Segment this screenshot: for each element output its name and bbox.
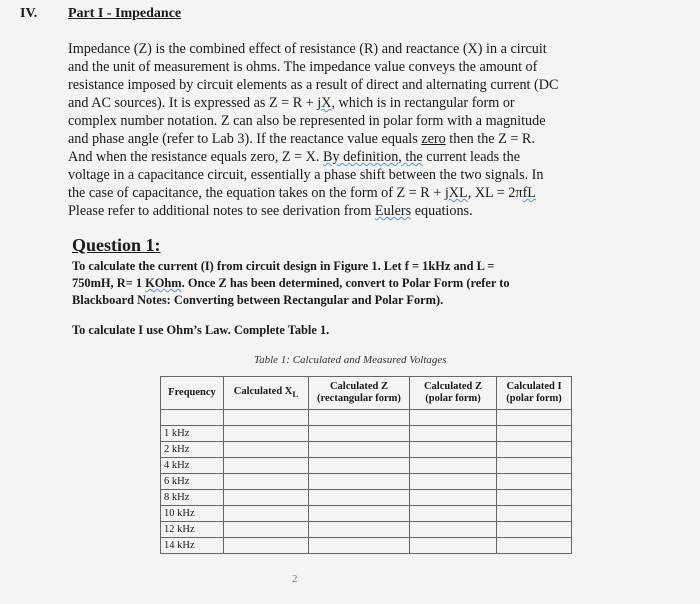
header-z-rectangular xyxy=(309,377,410,410)
intro-line xyxy=(68,130,598,148)
header-frequency: Frequency xyxy=(161,377,224,410)
section-number: IV. xyxy=(20,6,38,21)
z-polar-cell[interactable] xyxy=(410,506,497,522)
calculated-xl-cell[interactable] xyxy=(224,506,309,522)
intro-line: and the unit of measurement is ohms. The impedance value conveys the amount of xyxy=(68,59,538,75)
calculated-xl-cell[interactable] xyxy=(224,522,309,538)
spellcheck-mark: KOhm xyxy=(145,276,182,290)
header-text: Calculated I xyxy=(506,381,562,392)
table-cell xyxy=(224,410,309,426)
table-row xyxy=(161,426,572,442)
z-polar-cell[interactable] xyxy=(410,458,497,474)
intro-line: resistance imposed by circuit elements as a result of direct and alternating current (DC xyxy=(68,77,559,93)
z-rectangular-cell[interactable] xyxy=(309,538,410,554)
table-row xyxy=(161,474,572,490)
text-fragment: , which is in rectangular form or xyxy=(331,95,515,111)
z-rectangular-cell[interactable] xyxy=(309,474,410,490)
table-cell xyxy=(309,410,410,426)
z-polar-cell[interactable] xyxy=(410,442,497,458)
table-row xyxy=(161,538,572,554)
instruction-line: To calculate I use Ohm’s Law. Complete Table 1. xyxy=(72,323,330,337)
intro-line xyxy=(68,184,598,202)
table-row xyxy=(161,506,572,522)
header-calculated-xl xyxy=(224,377,309,410)
frequency-cell: 4 kHz xyxy=(161,458,224,474)
z-polar-cell[interactable] xyxy=(410,474,497,490)
intro-line xyxy=(68,94,598,112)
intro-line: complex number notation. Z can also be represented in polar form with a magnitude xyxy=(68,113,546,129)
i-polar-cell[interactable] xyxy=(497,538,572,554)
i-polar-cell[interactable] xyxy=(497,426,572,442)
table-row xyxy=(161,522,572,538)
table-spacer-row xyxy=(161,410,572,426)
question-line: Blackboard Notes: Converting between Rectangular and Polar Form). xyxy=(72,293,444,307)
text-fragment: the case of capacitance, the equation takes on the form of Z = R + xyxy=(68,185,445,201)
i-polar-cell[interactable] xyxy=(497,522,572,538)
header-text: Calculated Z xyxy=(329,381,389,392)
header-text: (rectangular form) xyxy=(317,393,401,404)
z-polar-cell[interactable] xyxy=(410,522,497,538)
header-text: (polar form) xyxy=(425,393,481,404)
text-fragment: Please refer to additional notes to see derivation from xyxy=(68,203,375,219)
header-text: Calculated X xyxy=(233,385,293,397)
i-polar-cell[interactable] xyxy=(497,506,572,522)
spellcheck-mark: jXL xyxy=(444,185,468,201)
z-rectangular-cell[interactable] xyxy=(309,522,410,538)
text-fragment: and phase angle (refer to Lab 3). If the reactance value equals xyxy=(68,131,422,147)
table-cell xyxy=(497,410,572,426)
header-z-polar xyxy=(410,377,497,410)
z-rectangular-cell[interactable] xyxy=(309,506,410,522)
z-rectangular-cell[interactable] xyxy=(309,426,410,442)
page-number: 2 xyxy=(292,573,298,585)
i-polar-cell[interactable] xyxy=(497,442,572,458)
table-header-row xyxy=(161,377,572,410)
intro-line: Impedance (Z) is the combined effect of resistance (R) and reactance (X) in a circuit xyxy=(68,41,547,57)
intro-paragraph xyxy=(68,40,598,220)
calculated-xl-cell[interactable] xyxy=(224,490,309,506)
spellcheck-mark: By definition, the xyxy=(323,149,423,165)
text-fragment: 750mH, R= 1 xyxy=(72,276,146,290)
text-fragment: equations. xyxy=(411,203,473,219)
spellcheck-mark: Eulers xyxy=(374,203,412,219)
table-row xyxy=(161,442,572,458)
question-line xyxy=(72,275,592,292)
i-polar-cell[interactable] xyxy=(497,474,572,490)
calculated-xl-cell[interactable] xyxy=(224,458,309,474)
frequency-cell: 1 kHz xyxy=(161,426,224,442)
frequency-cell: 6 kHz xyxy=(161,474,224,490)
text-fragment: then the Z = R. xyxy=(445,131,535,147)
text-fragment: and AC sources). It is expressed as Z = R + xyxy=(68,95,318,111)
underlined-word: zero xyxy=(421,131,446,147)
frequency-cell: 10 kHz xyxy=(161,506,224,522)
header-subscript: L xyxy=(292,389,299,400)
z-rectangular-cell[interactable] xyxy=(309,442,410,458)
spellcheck-mark: fL xyxy=(522,185,536,201)
frequency-cell: 2 kHz xyxy=(161,442,224,458)
text-fragment: . Once Z has been determined, convert to Polar Form (refer to xyxy=(181,276,510,290)
i-polar-cell[interactable] xyxy=(497,458,572,474)
z-polar-cell[interactable] xyxy=(410,538,497,554)
calculated-xl-cell[interactable] xyxy=(224,538,309,554)
frequency-cell: 14 kHz xyxy=(161,538,224,554)
calculated-xl-cell[interactable] xyxy=(224,474,309,490)
table-row xyxy=(161,458,572,474)
intro-line xyxy=(68,148,598,166)
calculated-xl-cell[interactable] xyxy=(224,426,309,442)
spellcheck-mark: jX xyxy=(317,95,332,111)
table-cell xyxy=(161,410,224,426)
frequency-cell: 8 kHz xyxy=(161,490,224,506)
calculated-xl-cell[interactable] xyxy=(224,442,309,458)
z-rectangular-cell[interactable] xyxy=(309,490,410,506)
header-text: Calculated Z xyxy=(423,381,483,392)
intro-line xyxy=(68,202,598,220)
question-line: To calculate the current (I) from circuit design in Figure 1. Let f = 1kHz and L = xyxy=(72,259,495,273)
text-fragment: And when the resistance equals zero, Z = X. xyxy=(68,149,324,165)
data-table xyxy=(160,376,572,554)
header-text: (polar form) xyxy=(506,393,562,404)
text-fragment: , XL = 2π xyxy=(467,185,523,201)
z-polar-cell[interactable] xyxy=(410,490,497,506)
part-title: Part I - Impedance xyxy=(68,6,182,21)
intro-line: voltage in a capacitance circuit, essentially a phase shift between the two signals. In xyxy=(68,167,544,183)
header-i-polar xyxy=(497,377,572,410)
question-text xyxy=(72,258,592,309)
frequency-cell: 12 kHz xyxy=(161,522,224,538)
z-polar-cell[interactable] xyxy=(410,426,497,442)
table-row xyxy=(161,490,572,506)
i-polar-cell[interactable] xyxy=(497,490,572,506)
table-cell xyxy=(410,410,497,426)
question-heading: Question 1: xyxy=(72,235,161,255)
table-caption: Table 1: Calculated and Measured Voltages xyxy=(254,354,447,366)
z-rectangular-cell[interactable] xyxy=(309,458,410,474)
text-fragment: current leads the xyxy=(422,149,521,165)
